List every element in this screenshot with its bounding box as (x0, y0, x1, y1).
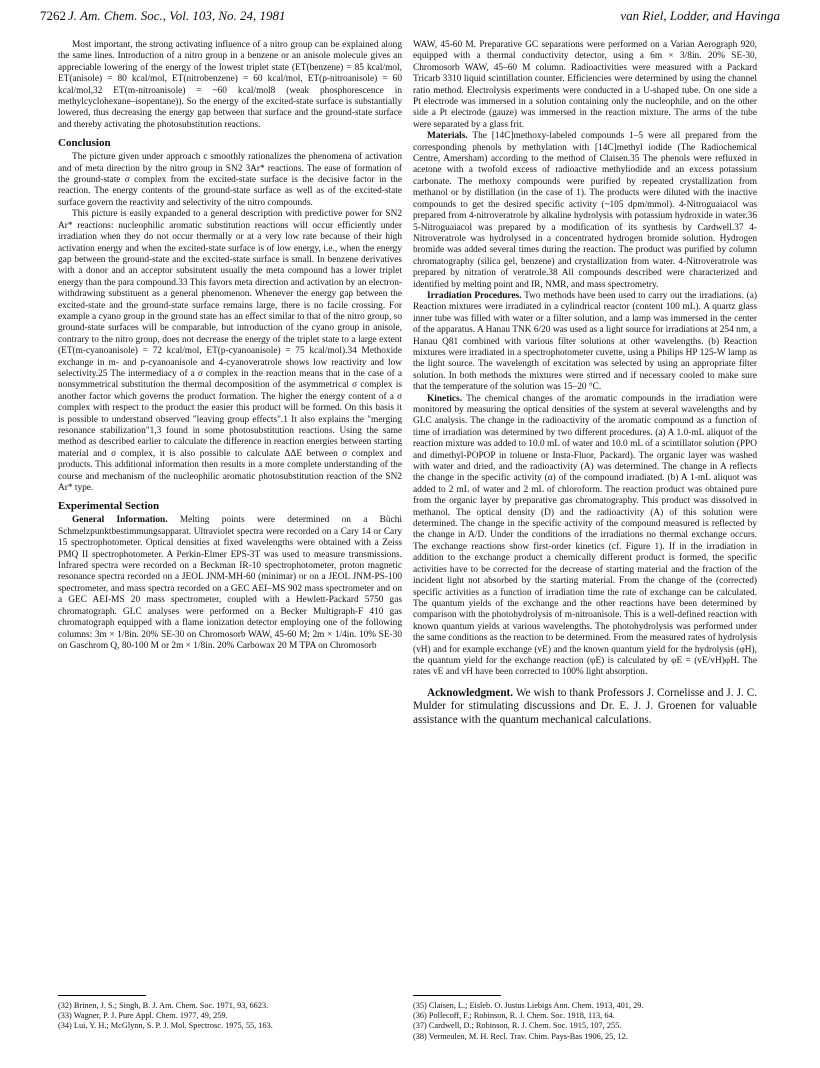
footnote-rule-left (58, 995, 146, 996)
materials-text: The [14C]methoxy-labeled compounds 1–5 were all prepared from the corresponding phenols by methylation with [14C]methyl iodide (The Radiochemical Centre, Amersham) according to the method of Claisen.35 The phenols were refluxed in acetone with a twofold excess of radioactive methyliodide and an excess potassium carbonate. The methoxy compounds were purified by repeated crystallization from methanol or by distillation (in the case of 1). The products were diluted with the inactive compounds to get the desired specific activity (~105 dpm/mmol). 4-Nitroguaiacol was prepared from 4-nitroveratrole by alkaline hydrolysis with potassium hydroxide in water.36 5-Nitroguaiacol was prepared by a modification of its synthesis by Cardwell.37 4-Nitroveratrole was hydrolysed in a concentrated hydrogen bromide solution. Hydrogen bromide was added several times during the reaction. The product was purified by column chromatography (silica gel, benzene) and crystallization from water. 4-Nitroveratrole was prepared by nitration of veratrole.38 All compounds described were characterized and identified by melting point and IR, NMR, and mass spectrometry. (413, 131, 757, 290)
reference-item: (36) Pollecoff, F.; Robinson, R. J. Chem. Soc. 1918, 113, 64. (413, 1011, 615, 1021)
footnote-rule-right (413, 995, 501, 996)
paragraph-instrumentation: WAW, 45-60 M. Preparative GC separations were performed on a Varian Aerograph 920, equipped with a thermal conductivity detector, using a 6m × 3/8in. 20% SE-30, Chromosorb WAW, 45–60 M column. Radioactivities were measured with a Packard Tricarb 3310 liquid scintillation counter. Efficiencies were determined by using the channel ratio method. Electrolysis experiments were conducted in a U-shaped tube. On one side a Pt electrode was immersed in a solution containing only the nucleophile, and on the other side a Pt electrode (gauze) was immersed in the reaction mixture. The arms of the tube were separated by a glass frit. (413, 40, 757, 130)
reference-item: (35) Claisen, L.; Eisleb. O. Justus Liebigs Ann. Chem. 1913, 401, 29. (413, 1001, 644, 1010)
kinetics-lead: Kinetics. (427, 393, 463, 404)
running-header (40, 8, 780, 24)
irradiation-text: Two methods have been used to carry out the irradiations. (a) Reaction mixtures were irradiated in a cylindrical reactor (content 100 mL). A quartz glass inner tube was filled with water or a filter solution, and a lamp was immersed in the center of the apparatus. A Hanau TNK 6/20 was used as a light source for irradiations at 254 nm, a Hanau Q81 combined with various filter solutions at other wavelengths. (b) Reaction mixtures were irradiated in a spectrophotometer cuvette, using a Philips HP 125-W lamp as the light source. The wavelength of excitation was selected by using an appropriate filter solution. In both methods the mixtures were stirred and if necessary cooled to make sure that the temperature of the solution was 15–20 °C. (413, 290, 758, 393)
irradiation-lead: Irradiation Procedures. (427, 290, 522, 301)
journal-citation: J. Am. Chem. Soc., Vol. 103, No. 24, 1981 (68, 8, 286, 23)
reference-item: (38) Vermeulen, M. H. Recl. Trav. Chim. Pays-Bas 1906, 25, 12. (413, 1031, 628, 1041)
paragraph-general-information (58, 515, 402, 652)
paragraph-materials (413, 131, 757, 291)
experimental-heading: Experimental Section (58, 500, 160, 513)
acknowledgment-lead: Acknowledgment. (427, 686, 514, 699)
kinetics-text: The chemical changes of the aromatic compounds in the irradiation were monitored by measuring the optical densities of the system at several wavelengths and by GLC analysis. The change in the radioactivity of the aromatic compound as a function of time of irradiation was determined by two different procedures. (a) A 1.0-mL aliquot of the reaction mixture was added to 10.0 mL of water and 10.0 mL of a scintillator solution (PPO and dimethyl-POPOP in toluene or Insta-Fluor, Packard). The organic layer was washed with water and dried, and the radioactivity (A) was determined. The change in A reflects the change in the specific activity (α) of the compound irradiated. (b) A 1-mL aliquot was added to 2 mL of water and 2 mL of chloroform. The reaction product was obtained pure from the organic layer by preparative gas chromatography. This product was dissolved in methanol. The optical density (D) and the radioactivity (A) of this solution were determined. The change in the specific activity of the compound measured is reflected by the change in A/D. Under the conditions of the irradiations no thermal exchange occurs. The exchange reactions show first-order kinetics (cf. Figure 1). If in the irradiation in addition to the exchange product a chemically different product is formed, the specific activities have to be corrected for the decrease of starting material and the fraction of the incident light not absorbed by the starting material. From the change of the (corrected) specific activities as a function of irradiation time the rate of exchange can be calculated. The quantum yields of the exchange and the other reactions have been determined by comparison with the photohydrolysis of m-nitroanisole. This is a well-defined reaction with known quantum yields at various wavelengths. The photohydrolysis was performed under the same conditions as the reaction to be determined. From the measured rates of hydrolysis (vH) and for example exchange (vE) and the known quantum yield for the hydrolysis (φH), the quantum yield for the exchange reaction (φE) is calculated by φE = (vE/vH)φH. The rates vE and vH have been corrected to 100% light absorption. (413, 393, 757, 678)
running-authors: van Riel, Lodder, and Havinga (620, 8, 780, 23)
reference-item: (37) Cardwell, D.; Robinson, R. J. Chem. Soc. 1915, 107, 255. (413, 1021, 622, 1031)
left-column (58, 40, 402, 652)
reference-item: (33) Wagner, P. J. Pure Appl. Chem. 1977, 49, 259. (58, 1011, 228, 1021)
reference-item: (32) Brinen, J. S.; Singh, B. J. Am. Chem. Soc. 1971, 93, 6623. (58, 1001, 269, 1010)
paragraph-conclusion-2: This picture is easily expanded to a general description with predictive power for SN2 Ar* reactions: nucleophilic aromatic substitution reactions will occur efficiently under irradiation when they do not occur thermally or at a very low rate because of their high activation energy and when the excited-state surface is of low energy, i.e., when the energy gap between the ground-state and the excited-state surface is small. In benzene derivatives with a donor and an acceptor subsitutent usually the meta compound has a lower triplet energy than the para compound.33 This favors meta direction and activation by an electron-withdrawing substituent as a general phenomenon. Whenever the energy gap between the excited-state and the ground-state surface remains large, there is no facile crossing. For example a cyano group in the ground state has an effect similar to that of the nitro group, so ground-state surfaces will be comparable, but introduction of the cyano group in anisole, contrary to the nitro group, does not decrease the energy of the triplet state to a large extent (ET(m-cyanoanisole) = 72 kcal/mol, ET(p-cyanoanisole) = 75 kcal/mol).34 Methoxide exchange in m- and p-cyanoanisole and 4-cyanoveratrole shows low reactivity and low selectivity.25 The intermediacy of a σ complex in the reaction means that in the case of a nonsymmetrical substitution the thermal decomposition of the asymmetrical σ complex is another factor which governs the product formation. The higher the energy content of a σ complex with respect to the product the easier this product will be formed. On this basis it is possible to understand observed "leaving group effects".1 It also explains the "merging resonance stabilization"1,3 found in some photosubstitution reactions. Using the same method as described earlier to calculate the difference in reaction energies between starting material and σ complex, it is also possible to calculate ΔΔE between σ complex and products. This additional information then results in a more complete understanding of the course and mechanism of the nucleophilic aromatic photosubstitution reaction of the SN2 Ar* type. (58, 209, 402, 494)
acknowledgment-text: We wish to thank Professors J. Cornelisse and J. J. C. Mulder for stimulating discussions and Dr. E. J. J. Groenen for valuable assistance with the quantum mechanical calculations. (413, 686, 757, 726)
right-column (413, 40, 757, 727)
general-information-text: Melting points were determined on a Büchi Schmelzpunktbestimmungsapparat. Ultraviolet spectra were recorded on a Cary 14 or Cary 15 spectrophotometer. Optical densities at fixed wavelengths were obtained with a Zeiss PMQ II spectrophotometer. A Perkin-Elmer EPS-3T was used to measure transmissions. Infrared spectra were recorded on a Beckman IR-10 spectrophotometer, proton magnetic resonance spectra recorded on a JEOL JNM-MH-60 (minimar) or on a JEOL JNM-PS-100 spectrometer, and mass spectra recorded on a GEC AEI–MS 902 mass spectrometer and on a GEC AEI-MS 20 mass spectrometer, coupled with a Hewlett-Packard 5750 gas chromatograph. GLC analyses were performed on a Becker Multigraph-F 410 gas chromatograph equipped with a flame ionization detector employing one of the following columns: 3m × 1/8in. 20% SE-30 on Chromosorb WAW, 45-60 M; 2m × 1/4in. 10% SE-30 on Gaschrom Q, 80-100 M or 2m × 1/8in. 20% Carbowax 20 M TPA on Chromosorb (58, 515, 402, 651)
paragraph-conclusion-1: The picture given under approach c smoothly rationalizes the phenomena of activation and of meta direction by the nitro group in SN2 3Ar* reactions. The ease of formation of the ground-state σ complex from the excited-state surface is the decisive factor in the reaction. The energy contents of the ground-state surface as well as of the excited-state surface govern the reactivity and selectivity of the nitro compounds. (58, 152, 402, 208)
materials-lead: Materials. (427, 131, 468, 142)
paragraph-irradiation (413, 291, 757, 394)
references-right (413, 1001, 757, 1042)
conclusion-heading: Conclusion (58, 137, 111, 150)
paragraph-nitro-activation: Most important, the strong activating influence of a nitro group can be explained along the same lines. Introduction of a nitro group in a benzene or an anisole molecule gives an appreciable lowering of the energy of the lowest triplet state (ET(benzene) = 85 kcal/mol, ET(anisole) = 80 kcal/mol, ET(nitrobenzene) = 60 kcal/mol, ET(p-nitroanisole) = 60 kcal/mol,32 ET(m-nitroanisole) = ~60 kcal/mol8 (weak phosphorescence in methylcyclohexane–isopentane)). So the energy of the excited-state surface is substantially lowered, thus decreasing the energy gap between that surface and the ground-state surface and thereby activating the photosubstitution reactions. (58, 40, 402, 130)
references-left (58, 1001, 402, 1032)
paragraph-kinetics (413, 394, 757, 679)
page-number: 7262 (40, 8, 66, 23)
paragraph-acknowledgment (413, 687, 757, 727)
reference-item: (34) Lui, Y. H.; McGlynn, S. P. J. Mol. Spectrosc. 1975, 55, 163. (58, 1021, 273, 1031)
general-information-lead: General Information. (72, 515, 168, 526)
